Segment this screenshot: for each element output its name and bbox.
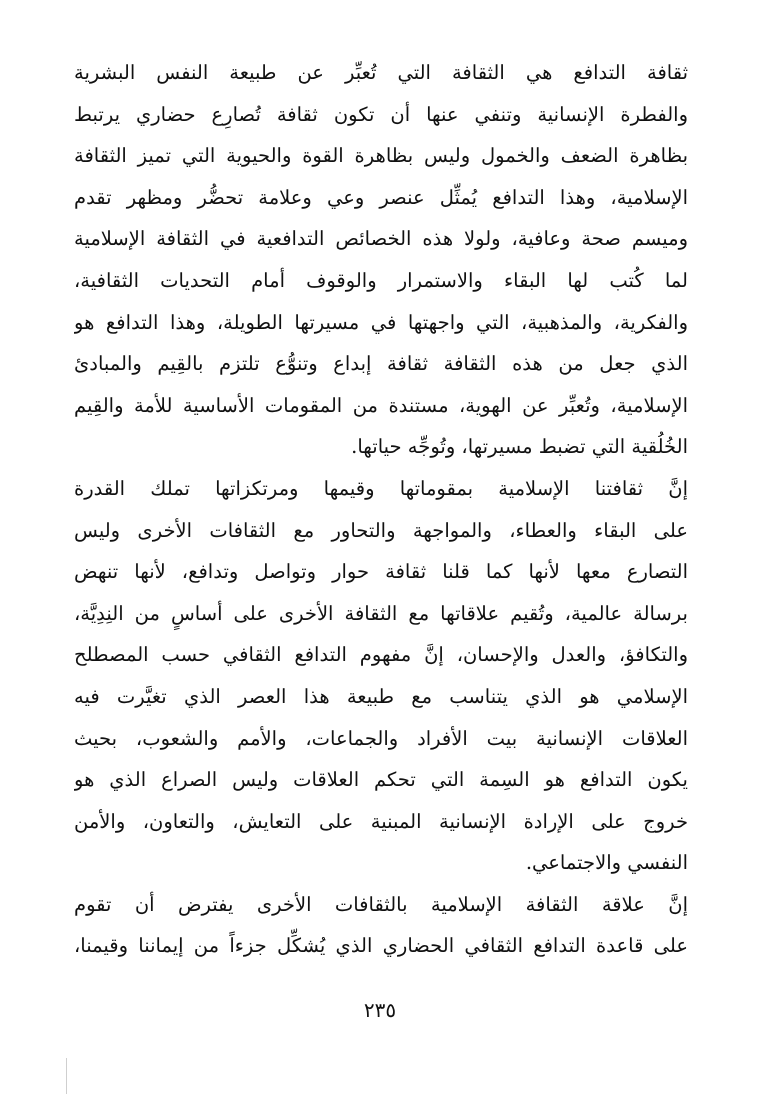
- text-line: ثقافة التدافع هي الثقافة التي تُعبِّر عن طبيعة النفس البشرية: [74, 61, 688, 84]
- text-line: الإسلامي هو الذي يتناسب مع طبيعة هذا العصر الذي تغيَّرت فيه: [74, 684, 688, 708]
- text-line: وميسم صحة وعافية، ولولا هذه الخصائص التدافعية في الثقافة الإسلامية: [74, 227, 688, 251]
- text-line: الإسلامية، وتُعبِّر عن الهوية، مستندة من المقومات الأساسية للأمة والقِيم: [74, 393, 688, 417]
- body-text: [74, 52, 688, 967]
- text-line: والفطرة الإنسانية وتنفي عنها أن تكون ثقافة تُصارِع حضاري يرتبط: [74, 102, 688, 126]
- text-line: برسالة عالمية، وتُقيم علاقاتها مع الثقافة الأخرى على أساسٍ من النِدِيَّة،: [74, 601, 688, 625]
- text-line: خروج على الإرادة الإنسانية المبنية على التعايش، والتعاون، والأمن: [74, 809, 688, 833]
- text-line: العلاقات الإنسانية بيت الأفراد والجماعات، والأمم والشعوب، بحيث: [74, 726, 688, 750]
- text-line: والتكافؤ، والعدل والإحسان، إنَّ مفهوم التدافع الثقافي حسب المصطلح: [74, 643, 688, 667]
- text-line: الخُلُقية التي تضبط مسيرتها، وتُوجِّه حياتها.: [351, 435, 688, 459]
- page-number: ٢٣٥: [363, 998, 397, 1022]
- text-line: التصارع معها لأنها كما قلنا ثقافة حوار وتواصل وتدافع، لأنها تنهض: [74, 560, 688, 584]
- text-line: والفكرية، والمذهبية، التي واجهتها في مسيرتها الطويلة، وهذا التدافع هو: [74, 310, 688, 334]
- text-line: الذي جعل من هذه الثقافة ثقافة إبداع وتنوُّع تلتزم بالقِيم والمبادئ: [74, 352, 688, 376]
- scan-edge-line: [66, 1058, 67, 1094]
- text-line: على قاعدة التدافع الثقافي الحضاري الذي يُشكِّل جزءاً من إيماننا وقيمنا،: [74, 934, 688, 958]
- text-line: بظاهرة الضعف والخمول وليس بظاهرة القوة والحيوية التي تميز الثقافة: [74, 144, 688, 168]
- text-line: على البقاء والعطاء، والمواجهة والتحاور مع الثقافات الأخرى وليس: [74, 518, 688, 542]
- text-line: إنَّ علاقة الثقافة الإسلامية بالثقافات الأخرى يفترض أن تقوم: [74, 892, 688, 916]
- text-line: إنَّ ثقافتنا الإسلامية بمقوماتها وقيمها ومرتكزاتها تملك القدرة: [74, 476, 688, 500]
- text-line: يكون التدافع هو السِمة التي تحكم العلاقات وليس الصراع الذي هو: [74, 768, 688, 792]
- text-line: الإسلامية، وهذا التدافع يُمثِّل عنصر وعي وعلامة تحضُّر ومظهر تقدم: [74, 185, 688, 209]
- text-line: لما كُتب لها البقاء والاستمرار والوقوف أمام التحديات الثقافية،: [74, 268, 688, 292]
- text-line: النفسي والاجتماعي.: [525, 851, 688, 875]
